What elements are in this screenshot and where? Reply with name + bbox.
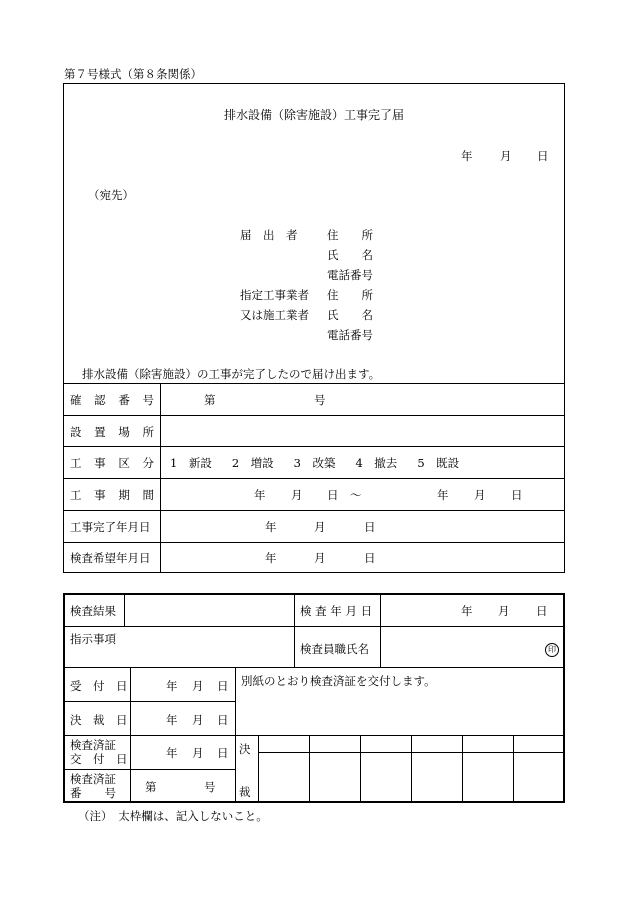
kessai-label-top: 決 xyxy=(239,742,251,756)
statement: 排水設備（除害施設）の工事が完了したので届け出ます。 xyxy=(82,367,381,381)
inspection-date-month: 月 xyxy=(498,604,510,618)
approval-cell-6[interactable] xyxy=(514,753,563,802)
contractor-name-label: 氏 名 xyxy=(327,308,373,322)
decision-day: 日 xyxy=(217,713,229,727)
form-title: 排水設備（除害施設）工事完了届 xyxy=(223,108,404,122)
received-year: 年 xyxy=(166,679,178,693)
category-option-rebuild[interactable]: 3 改築 xyxy=(293,456,336,470)
category-options xyxy=(170,455,459,471)
period-start-day: 日 xyxy=(327,488,339,502)
period-tilde: ～ xyxy=(350,488,362,502)
contractor-label-2: 又は施工業者 xyxy=(240,308,309,322)
notifier-name-label: 氏 名 xyxy=(327,248,373,262)
inspection-date-label: 検 査 年 月 日 xyxy=(300,604,373,618)
location-label: 設 置 場 所 xyxy=(70,425,154,439)
notifier-address-label: 住 所 xyxy=(327,228,373,242)
category-option-new[interactable]: 1 新設 xyxy=(170,456,212,470)
attached-note: 別紙のとおり検査済証を交付します。 xyxy=(241,674,436,688)
cert-issue-year: 年 xyxy=(166,746,178,760)
category-option-existing[interactable]: 5 既設 xyxy=(417,456,460,470)
inspection-date-day: 日 xyxy=(536,604,548,618)
approval-cell-2[interactable] xyxy=(310,753,360,802)
inspection-date-year: 年 xyxy=(461,604,473,618)
approval-cell-4[interactable] xyxy=(412,753,462,802)
received-month: 月 xyxy=(192,679,204,693)
approval-cell-1[interactable] xyxy=(259,753,309,802)
notifier-phone-label: 電話番号 xyxy=(327,268,373,282)
form-number: 第７号様式（第８条関係） xyxy=(64,67,202,81)
category-option-expand[interactable]: 2 増設 xyxy=(231,456,274,470)
footnote: （注） 太枠欄は、記入しないこと。 xyxy=(78,809,268,823)
decision-date-label: 決 裁 日 xyxy=(70,713,128,727)
date-day: 日 xyxy=(537,149,549,163)
category-option-remove[interactable]: 4 撤去 xyxy=(355,456,398,470)
notifier-label: 届 出 者 xyxy=(240,228,298,242)
cert-no-label: 検査済証 番 号 xyxy=(70,772,116,800)
contractor-address-label: 住 所 xyxy=(327,288,373,302)
cert-issue-day: 日 xyxy=(217,746,229,760)
completion-year: 年 xyxy=(265,520,277,534)
cert-no-dai: 第 xyxy=(145,780,157,794)
contractor-label-1: 指定工事業者 xyxy=(240,288,309,302)
approval-cell-3[interactable] xyxy=(361,753,411,802)
received-day: 日 xyxy=(217,679,229,693)
approval-cell-5[interactable] xyxy=(463,753,513,802)
confirm-no-go: 号 xyxy=(314,393,326,407)
instructions-label: 指示事項 xyxy=(70,632,116,646)
completion-label: 工事完了年月日 xyxy=(70,520,151,534)
period-end-year: 年 xyxy=(437,488,449,502)
date-year: 年 xyxy=(461,149,473,163)
inspection-wish-year: 年 xyxy=(265,551,277,565)
decision-month: 月 xyxy=(192,713,204,727)
completion-day: 日 xyxy=(364,520,376,534)
inspector-label: 検査員職氏名 xyxy=(300,642,369,656)
cert-no-go: 号 xyxy=(204,780,216,794)
confirm-no-label: 確 認 番 号 xyxy=(70,393,154,407)
contractor-phone-label: 電話番号 xyxy=(327,328,373,342)
period-start-month: 月 xyxy=(291,488,303,502)
period-start-year: 年 xyxy=(254,488,266,502)
addressee: （宛先） xyxy=(88,188,134,202)
inspection-result-label: 検査結果 xyxy=(70,604,116,618)
inspection-wish-day: 日 xyxy=(364,551,376,565)
seal-icon: 印 xyxy=(545,641,559,657)
kessai-label-bottom: 裁 xyxy=(239,785,251,799)
inspection-wish-month: 月 xyxy=(314,551,326,565)
date-month: 月 xyxy=(500,149,512,163)
cert-issue-month: 月 xyxy=(192,746,204,760)
completion-month: 月 xyxy=(314,520,326,534)
period-label: 工 事 期 間 xyxy=(70,488,154,502)
decision-year: 年 xyxy=(166,713,178,727)
received-date-label: 受 付 日 xyxy=(70,679,128,693)
category-label: 工 事 区 分 xyxy=(70,456,154,470)
period-end-month: 月 xyxy=(474,488,486,502)
inspection-wish-label: 検査希望年月日 xyxy=(70,551,151,565)
confirm-no-dai: 第 xyxy=(204,393,216,407)
cert-issue-label: 検査済証 交 付 日 xyxy=(70,738,128,766)
period-end-day: 日 xyxy=(511,488,523,502)
